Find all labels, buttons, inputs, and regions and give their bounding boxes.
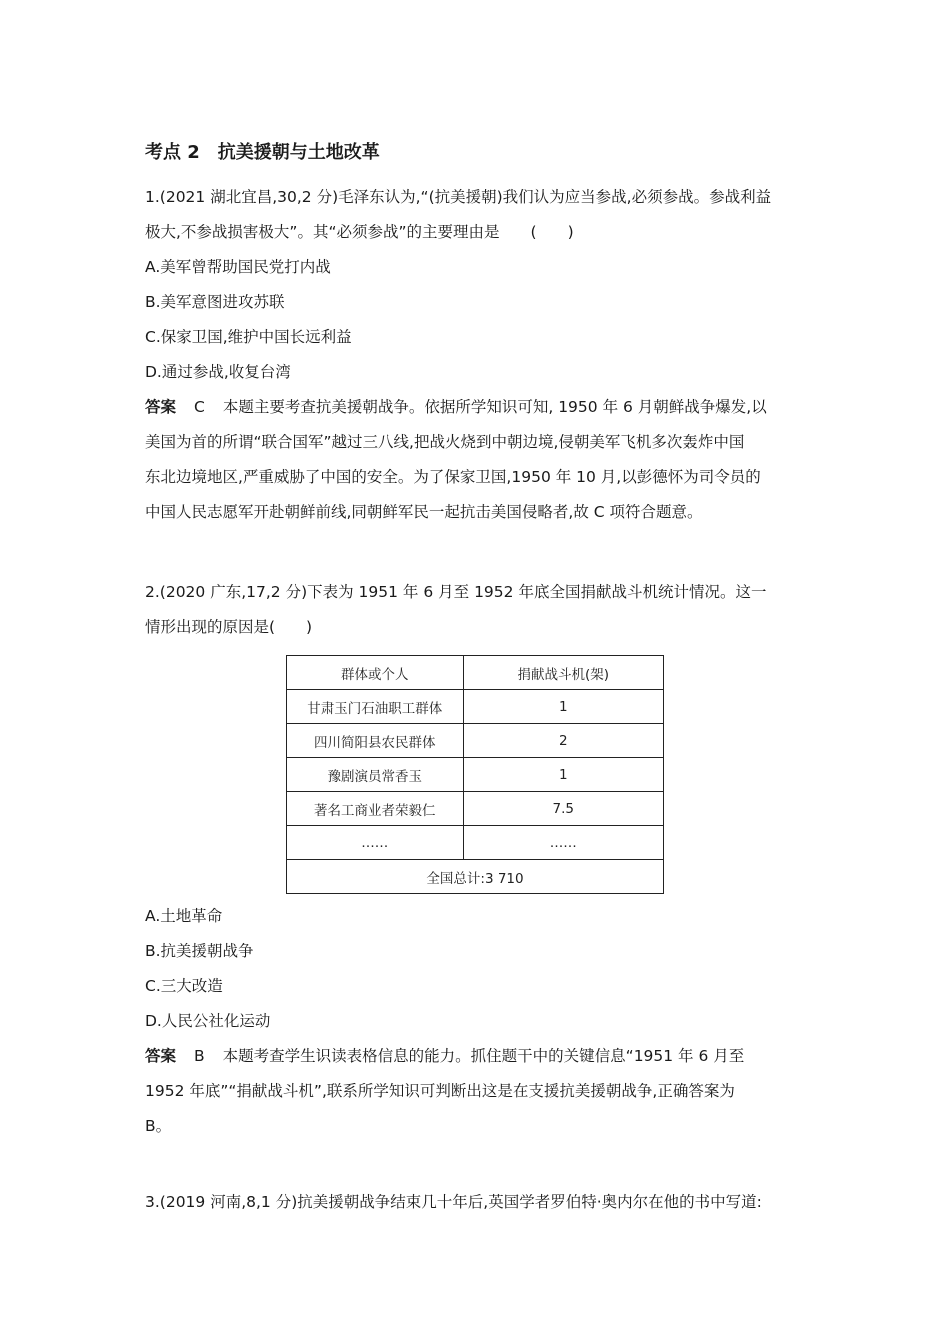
question-3 xyxy=(145,1185,810,1220)
table-cell: 著名工商业者荣毅仁 xyxy=(287,792,464,826)
answer-key: B xyxy=(194,1047,205,1065)
question-2-explanation-line-3: B。 xyxy=(145,1117,172,1135)
question-2-stem-line-1: 2.(2020 广东,17,2 分)下表为 1951 年 6 月至 1952 年底全国捐献战斗机统计情况。这一 xyxy=(145,583,767,601)
question-2-option-c: C.三大改造 xyxy=(145,977,223,995)
table-row xyxy=(287,690,664,724)
question-2-option-b: B.抗美援朝战争 xyxy=(145,942,254,960)
question-2-option-a: A.土地革命 xyxy=(145,907,223,925)
table-cell: 7.5 xyxy=(463,792,663,826)
question-1-option-d: D.通过参战,收复台湾 xyxy=(145,363,291,381)
donation-table xyxy=(286,655,664,894)
answer-label: 答案 xyxy=(145,398,177,416)
explanation-text: 本题考查学生识读表格信息的能力。抓住题干中的关键信息“1951 年 6 月至 xyxy=(222,1047,745,1065)
question-1-option-b: B.美军意图进攻苏联 xyxy=(145,293,285,311)
table-cell: 1 xyxy=(463,690,663,724)
table-cell: 四川简阳县农民群体 xyxy=(287,724,464,758)
question-2-stem-line-2: 情形出现的原因是( ) xyxy=(145,618,313,636)
question-1-stem-line-1: 1.(2021 湖北宜昌,30,2 分)毛泽东认为,“(抗美援朝)我们认为应当参战,必须参战。参战利益 xyxy=(145,188,772,206)
question-1-explanation-line-4: 中国人民志愿军开赴朝鲜前线,同朝鲜军民一起抗击美国侵略者,故 C 项符合题意。 xyxy=(145,503,703,521)
table-cell: 1 xyxy=(463,758,663,792)
question-1-explanation-line-3: 东北边境地区,严重威胁了中国的安全。为了保家卫国,1950 年 10 月,以彭德怀为司令员的 xyxy=(145,468,761,486)
question-2-option-d: D.人民公社化运动 xyxy=(145,1012,271,1030)
table-cell: …… xyxy=(287,826,464,860)
table-row xyxy=(287,792,664,826)
table-cell: 豫剧演员常香玉 xyxy=(287,758,464,792)
question-1 xyxy=(145,180,810,530)
table-row xyxy=(287,724,664,758)
question-1-option-c: C.保家卫国,维护中国长远利益 xyxy=(145,328,352,346)
table-cell: 甘肃玉门石油职工群体 xyxy=(287,690,464,724)
answer-label: 答案 xyxy=(145,1047,177,1065)
answer-key: C xyxy=(194,398,205,416)
table-cell: …… xyxy=(463,826,663,860)
question-1-answer-line-1 xyxy=(145,390,810,425)
question-1-option-a: A.美军曾帮助国民党打内战 xyxy=(145,258,331,276)
table-header-cell: 捐献战斗机(架) xyxy=(463,656,663,690)
question-1-stem-line-2: 极大,不参战损害极大”。其“必须参战”的主要理由是 ( ) xyxy=(145,223,574,241)
table-header-row xyxy=(287,656,664,690)
table-total-cell: 全国总计:3 710 xyxy=(287,860,664,894)
question-3-stem-line-1: 3.(2019 河南,8,1 分)抗美援朝战争结束几十年后,英国学者罗伯特·奥内尔在他的书中写道: xyxy=(145,1193,762,1211)
question-2-explanation-line-2: 1952 年底”“捐献战斗机”,联系所学知识可判断出这是在支援抗美援朝战争,正确答案为 xyxy=(145,1082,735,1100)
question-1-explanation-line-2: 美国为首的所谓“联合国军”越过三八线,把战火烧到中朝边境,侵朝美军飞机多次轰炸中国 xyxy=(145,433,745,451)
question-2-rest xyxy=(145,899,810,1144)
table-row xyxy=(287,826,664,860)
section-title: 考点 2 抗美援朝与土地改革 xyxy=(145,142,380,163)
question-2-answer-line-1 xyxy=(145,1039,810,1074)
table-cell: 2 xyxy=(463,724,663,758)
table-row xyxy=(287,758,664,792)
explanation-text: 本题主要考查抗美援朝战争。依据所学知识可知, 1950 年 6 月朝鲜战争爆发,以 xyxy=(222,398,767,416)
table-total-row xyxy=(287,860,664,894)
table-header-cell: 群体或个人 xyxy=(287,656,464,690)
question-2 xyxy=(145,575,810,645)
